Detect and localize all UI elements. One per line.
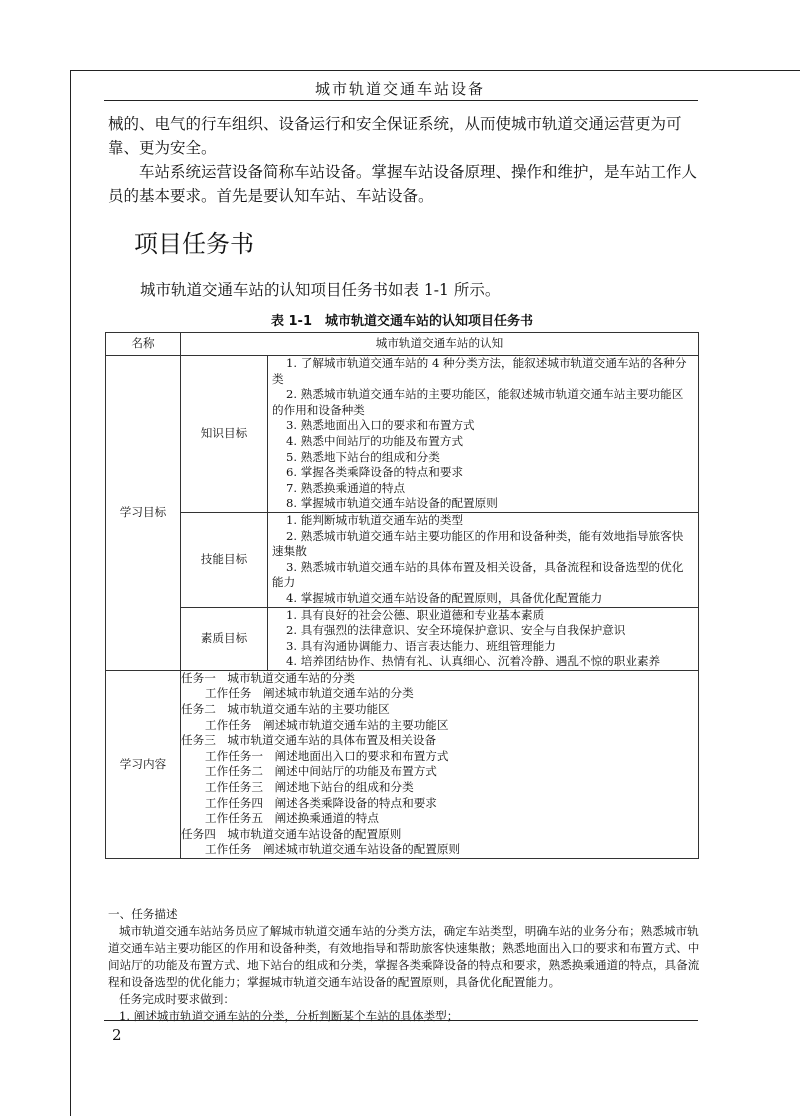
- knowledge-label-cell: 知识目标: [181, 356, 268, 513]
- list-item: 7. 熟悉换乘通道的特点: [286, 480, 406, 495]
- list-item: 2. 熟悉城市轨道交通车站主要功能区的作用和设备种类，能有效地指导旅客快速集散: [272, 528, 684, 559]
- skill-list: [268, 512, 699, 607]
- task-title: 任务三 城市轨道交通车站的具体布置及相关设备: [181, 733, 437, 748]
- header-rule: [104, 100, 698, 101]
- work-task: 工作任务二 阐述中间站厅的功能及布置方式: [205, 764, 437, 779]
- task-table: [105, 332, 699, 859]
- work-task: 工作任务 阐述城市轨道交通车站的主要功能区: [205, 717, 449, 732]
- table-row: [106, 670, 699, 858]
- table-row: [106, 512, 699, 607]
- work-task: 工作任务一 阐述地面出入口的要求和布置方式: [205, 748, 449, 763]
- paragraph: 车站系统运营设备简称车站设备。掌握车站设备原理、操作和维护，是车站工作人员的基本要求。首先是要认知车站、车站设备。: [108, 163, 698, 205]
- task-title: 任务一 城市轨道交通车站的分类: [181, 670, 355, 685]
- work-task: 工作任务五 阐述换乘通道的特点: [205, 811, 379, 826]
- content-label-cell: 学习内容: [106, 670, 181, 858]
- footer-rule: [104, 1020, 698, 1021]
- list-item: 2. 熟悉城市轨道交通车站的主要功能区，能叙述城市轨道交通车站主要功能区的作用和设备种类: [272, 387, 684, 417]
- body-text: [108, 112, 704, 208]
- requirement-item: 1. 阐述城市轨道交通车站的分类，分析判断某个车站的具体类型；: [119, 1009, 459, 1023]
- list-item: 3. 具有沟通协调能力、语言表达能力、班组管理能力: [286, 638, 556, 653]
- intro-sentence: 城市轨道交通车站的认知项目任务书如表 1-1 所示。: [140, 281, 501, 299]
- list-item: 6. 掌握各类乘降设备的特点和要求: [286, 465, 464, 480]
- description-heading: 一、任务描述: [108, 907, 178, 921]
- quality-label-cell: 素质目标: [181, 607, 268, 670]
- table-caption: 表 1-1 城市轨道交通车站的认知项目任务书: [270, 314, 533, 329]
- list-item: 3. 熟悉地面出入口的要求和布置方式: [286, 418, 475, 433]
- work-task: 工作任务 阐述城市轨道交通车站的分类: [205, 686, 414, 701]
- list-item: 5. 熟悉地下站台的组成和分类: [286, 449, 440, 464]
- list-item: 3. 熟悉城市轨道交通车站的具体布置及相关设备，具备流程和设备选型的优化能力: [272, 559, 684, 590]
- list-item: 4. 培养团结协作、热情有礼、认真细心、沉着冷静、遇乱不惊的职业素养: [286, 654, 661, 669]
- quality-list: [268, 607, 699, 670]
- task-title: 任务二 城市轨道交通车站的主要功能区: [181, 702, 390, 717]
- list-item: 1. 能判断城市轨道交通车站的类型: [286, 512, 464, 527]
- list-item: 1. 了解城市轨道交通车站的 4 种分类方法，能叙述城市轨道交通车站的各种分类: [272, 356, 687, 386]
- task-title: 任务四 城市轨道交通车站设备的配置原则: [181, 826, 402, 841]
- running-header: 城市轨道交通车站设备: [314, 80, 485, 98]
- list-item: 1. 具有良好的社会公德、职业道德和专业基本素质: [286, 607, 545, 622]
- paragraph: 械的、电气的行车组织、设备运行和安全保证系统，从而使城市轨道交通运营更为可靠、更为安全。: [108, 115, 682, 157]
- name-value-cell: 城市轨道交通车站的认知: [181, 333, 699, 356]
- knowledge-list: [268, 356, 699, 513]
- description-text: 城市轨道交通车站站务员应了解城市轨道交通车站的分类方法，确定车站类型，明确车站的业务分布；熟悉城市轨道交通车站主要功能区的作用和设备种类，有效地指导和帮助旅客快速集散；熟悉地面出入口的要求和布置方式、中间站厅的功能及布置方式、地下站台的组成和分类，掌握各类乘降设备的特点和要求，熟悉换乘通道的特点，具备流程和设备选型的优化能力；掌握城市轨道交通车站设备的配置原则，具备优化配置能力。: [108, 924, 700, 989]
- table-row: [106, 356, 699, 513]
- content-list: [181, 670, 699, 858]
- table-row: [106, 607, 699, 670]
- list-item: 8. 掌握城市轨道交通车站设备的配置原则: [286, 496, 498, 511]
- goals-label-cell: 学习目标: [106, 356, 181, 671]
- section-title: 项目任务书: [134, 230, 254, 258]
- work-task: 工作任务 阐述城市轨道交通车站设备的配置原则: [205, 842, 461, 857]
- skill-label-cell: 技能目标: [181, 512, 268, 607]
- list-item: 2. 具有强烈的法律意识、安全环境保护意识、安全与自我保护意识: [286, 623, 626, 638]
- list-item: 4. 熟悉中间站厅的功能及布置方式: [286, 433, 464, 448]
- name-label-cell: 名称: [106, 333, 181, 356]
- table-header-row: [106, 333, 699, 356]
- work-task: 工作任务四 阐述各类乘降设备的特点和要求: [205, 795, 437, 810]
- work-task: 工作任务三 阐述地下站台的组成和分类: [205, 780, 414, 795]
- page-number: 2: [112, 1026, 122, 1044]
- task-description: [108, 906, 700, 1025]
- requirement-line: 任务完成时要求做到：: [119, 992, 235, 1006]
- list-item: 4. 掌握城市轨道交通车站设备的配置原则，具备优化配置能力: [286, 590, 603, 605]
